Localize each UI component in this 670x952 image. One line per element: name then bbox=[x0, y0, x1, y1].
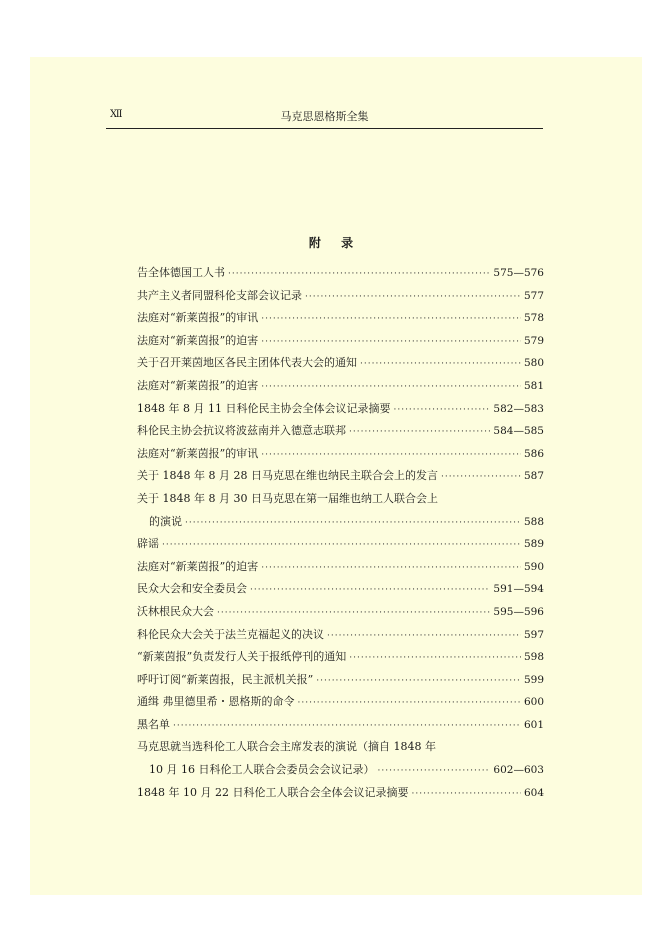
toc-entry bbox=[137, 262, 544, 285]
toc-entry-page: 588 bbox=[523, 515, 544, 528]
toc-entry bbox=[137, 624, 544, 647]
toc-entry-title: 呼吁订阅“新莱茵报，民主派机关报” bbox=[137, 672, 314, 686]
toc-entry-page: 581 bbox=[523, 379, 544, 392]
toc-entry-title: 关于 1848 年 8 月 28 日马克思在维也纳民主联合会上的发言 bbox=[137, 469, 438, 483]
toc-entry-page: 591—594 bbox=[493, 583, 544, 596]
toc-entry-page: 587 bbox=[523, 470, 544, 483]
toc-entry-title: 1848 年 10 月 22 日科伦工人联合会全体会议记录摘要 bbox=[137, 785, 409, 799]
toc-entry-page: 582—583 bbox=[493, 402, 544, 415]
toc-entry-title: 法庭对“新莱茵报”的审讯 bbox=[137, 311, 259, 325]
dot-leader bbox=[298, 692, 521, 715]
dot-leader bbox=[360, 353, 521, 376]
toc-entry bbox=[137, 601, 544, 624]
toc-entry bbox=[137, 646, 544, 669]
toc-entry-title: 马克思就当选科伦工人联合会主席发表的演说（摘自 1848 年 bbox=[137, 740, 436, 754]
toc-entry-page: 589 bbox=[523, 538, 544, 551]
toc-entry bbox=[137, 511, 544, 534]
dot-leader bbox=[316, 670, 521, 693]
dot-leader bbox=[185, 512, 521, 535]
toc-entry bbox=[137, 352, 544, 375]
toc-entry-title: 10 月 16 日科伦工人联合会委员会会议记录） bbox=[149, 763, 375, 777]
dot-leader bbox=[349, 421, 490, 444]
toc-entry-page: 584—585 bbox=[493, 425, 544, 438]
toc-entry-page: 595—596 bbox=[493, 605, 544, 618]
toc-entry bbox=[137, 307, 544, 330]
dot-leader bbox=[441, 466, 521, 489]
toc-entry bbox=[137, 556, 544, 579]
toc-entry-page: 578 bbox=[523, 312, 544, 325]
toc-entry-page: 580 bbox=[523, 357, 544, 370]
toc-entry bbox=[137, 533, 544, 556]
toc-entry bbox=[137, 465, 544, 488]
toc-entry bbox=[137, 398, 544, 421]
toc-entry-title: 民众大会和安全委员会 bbox=[137, 582, 247, 596]
dot-leader bbox=[173, 715, 521, 738]
toc-entry-title: 法庭对“新莱茵报”的迫害 bbox=[137, 333, 259, 347]
dot-leader bbox=[377, 760, 490, 783]
toc-entry-title: 沃林根民众大会 bbox=[137, 604, 214, 618]
dot-leader bbox=[250, 579, 490, 602]
toc-entry bbox=[137, 736, 544, 759]
toc-entry-title: 关于 1848 年 8 月 30 日马克思在第一届维也纳工人联合会上 bbox=[137, 491, 438, 505]
toc-entry-page: 577 bbox=[523, 289, 544, 302]
dot-leader bbox=[349, 647, 521, 670]
toc-entry-title: 法庭对“新莱茵报”的迫害 bbox=[137, 378, 259, 392]
toc-entry bbox=[137, 285, 544, 308]
toc-entry bbox=[137, 691, 544, 714]
dot-leader bbox=[261, 331, 521, 354]
toc-entry-page: 586 bbox=[523, 447, 544, 460]
dot-leader bbox=[305, 286, 521, 309]
toc-entry bbox=[137, 759, 544, 782]
dot-leader bbox=[228, 263, 490, 286]
toc-entry-title: 共产主义者同盟科伦支部会议记录 bbox=[137, 288, 302, 302]
toc-entry-page: 602—603 bbox=[493, 764, 544, 777]
dot-leader bbox=[411, 783, 520, 806]
dot-leader bbox=[162, 534, 521, 557]
page-number: Ⅻ bbox=[110, 109, 123, 120]
toc-entry-page: 598 bbox=[523, 651, 544, 664]
toc-entry-page: 579 bbox=[523, 334, 544, 347]
book-title: 马克思恩格斯全集 bbox=[280, 110, 369, 123]
toc-entry bbox=[137, 330, 544, 353]
toc-entry-page: 575—576 bbox=[493, 267, 544, 279]
dot-leader bbox=[261, 376, 521, 399]
toc-entry-title: 法庭对“新莱茵报”的审讯 bbox=[137, 446, 259, 460]
toc-entry-page: 599 bbox=[523, 673, 544, 686]
toc-entry-title: 黑名单 bbox=[137, 717, 170, 731]
toc-entry-title: 辟谣 bbox=[137, 537, 159, 551]
toc-entry bbox=[137, 420, 544, 443]
toc-entry bbox=[137, 782, 544, 805]
running-header bbox=[106, 106, 543, 129]
table-of-contents bbox=[137, 262, 544, 804]
dot-leader bbox=[261, 444, 521, 467]
toc-entry-page: 590 bbox=[523, 560, 544, 573]
dot-leader bbox=[327, 625, 521, 648]
toc-entry-title: “新莱茵报”负责发行人关于报纸停刊的通知 bbox=[137, 650, 347, 664]
toc-entry-title: 法庭对“新莱茵报”的迫害 bbox=[137, 559, 259, 573]
toc-entry bbox=[137, 488, 544, 511]
toc-entry-title: 科伦民众大会关于法兰克福起义的决议 bbox=[137, 627, 324, 641]
toc-entry-title: 1848 年 8 月 11 日科伦民主协会全体会议记录摘要 bbox=[137, 401, 391, 415]
dot-leader bbox=[261, 308, 521, 331]
toc-entry-title: 关于召开莱茵地区各民主团体代表大会的通知 bbox=[137, 356, 357, 370]
toc-entry-page: 600 bbox=[523, 696, 544, 709]
toc-entry bbox=[137, 375, 544, 398]
toc-entry bbox=[137, 669, 544, 692]
toc-entry bbox=[137, 443, 544, 466]
toc-entry-title: 通缉 弗里德里希・恩格斯的命令 bbox=[137, 695, 295, 709]
section-title: 附 录 bbox=[308, 236, 362, 250]
toc-entry-title: 告全体德国工人书 bbox=[137, 266, 225, 279]
dot-leader bbox=[393, 399, 490, 422]
toc-entry-title: 的演说 bbox=[149, 514, 182, 528]
dot-leader bbox=[217, 602, 490, 625]
toc-entry-page: 604 bbox=[523, 786, 544, 799]
toc-entry-page: 597 bbox=[523, 628, 544, 641]
toc-entry bbox=[137, 578, 544, 601]
toc-entry bbox=[137, 714, 544, 737]
toc-entry-page: 601 bbox=[523, 718, 544, 731]
toc-entry-title: 科伦民主协会抗议将波兹南并入德意志联邦 bbox=[137, 424, 346, 438]
dot-leader bbox=[261, 557, 521, 580]
